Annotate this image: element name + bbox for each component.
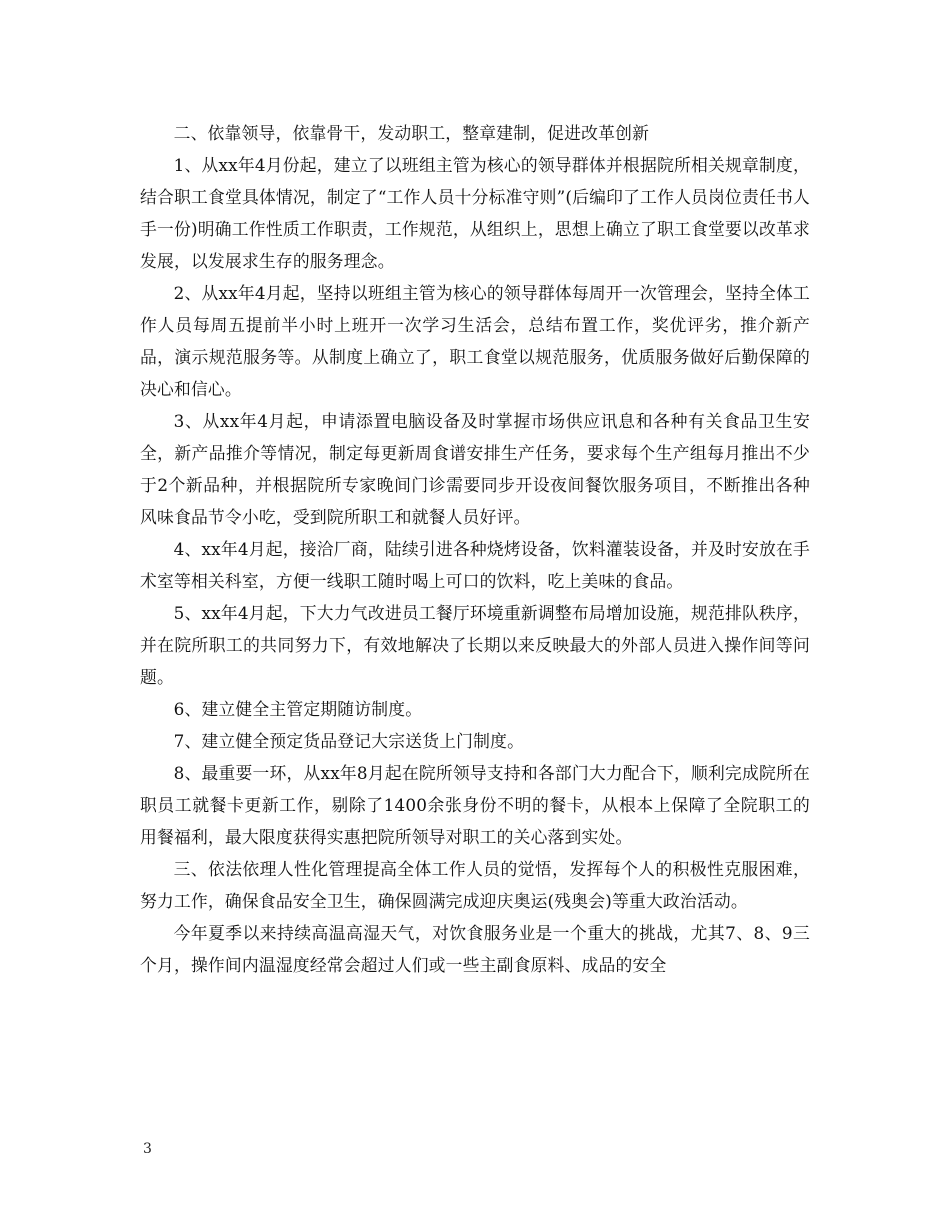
paragraph-item-1: 1、从xx年4月份起，建立了以班组主管为核心的领导群体并根据院所相关规章制度，结合职工食堂具体情况，制定了“工作人员十分标准守则”(后编印了工作人员岗位责任书人手一份)明确工作性质工作职责，工作规范，从组织上，思想上确立了职工食堂要以改革求发展，以发展求生存的服务理念。 (140, 155, 810, 271)
paragraph-item-8: 8、最重要一环，从xx年8月起在院所领导支持和各部门大力配合下，顺利完成院所在职员工就餐卡更新工作，剔除了1400余张身份不明的餐卡，从根本上保障了全院职工的用餐福利，最大限度获得实惠把院所领导对职工的关心落到实处。 (140, 763, 810, 847)
paragraph-item-4: 4、xx年4月起，接洽厂商，陆续引进各种烧烤设备，饮料灌装设备，并及时安放在手术室等相关科室，方便一线职工随时喝上可口的饮料，吃上美味的食品。 (140, 539, 810, 591)
page-number: 3 (143, 1141, 152, 1157)
paragraph-item-3: 3、从xx年4月起，申请添置电脑设备及时掌握市场供应讯息和各种有关食品卫生安全，新产品推介等情况，制定每更新周食谱安排生产任务，要求每个生产组每月推出不少于2个新品种，并根据院所专家晚间门诊需要同步开设夜间餐饮服务项目，不断推出各种风味食品节令小吃，受到院所职工和就餐人员好评。 (140, 411, 810, 527)
paragraph-summer: 今年夏季以来持续高温高湿天气，对饮食服务业是一个重大的挑战，尤其7、8、9三个月，操作间内温湿度经常会超过人们或一些主副食原料、成品的安全 (140, 923, 810, 975)
paragraph-item-5: 5、xx年4月起，下大力气改进员工餐厅环境重新调整布局增加设施，规范排队秩序，并在院所职工的共同努力下，有效地解决了长期以来反映最大的外部人员进入操作间等问题。 (140, 603, 810, 687)
section-heading-3: 三、依法依理人性化管理提高全体工作人员的觉悟，发挥每个人的积极性克服困难，努力工作，确保食品安全卫生，确保圆满完成迎庆奥运(残奥会)等重大政治活动。 (140, 859, 810, 911)
paragraph-item-7: 7、建立健全预定货品登记大宗送货上门制度。 (173, 731, 525, 751)
paragraph-item-2: 2、从xx年4月起，坚持以班组主管为核心的领导群体每周开一次管理会，坚持全体工作人员每周五提前半小时上班开一次学习生活会，总结布置工作，奖优评劣，推介新产品，演示规范服务等。从制度上确立了，职工食堂以规范服务，优质服务做好后勤保障的决心和信心。 (140, 283, 810, 399)
document-body (140, 117, 810, 981)
paragraph-item-6: 6、建立健全主管定期随访制度。 (173, 699, 423, 719)
section-heading-2: 二、依靠领导，依靠骨干，发动职工，整章建制，促进改革创新 (173, 123, 650, 143)
